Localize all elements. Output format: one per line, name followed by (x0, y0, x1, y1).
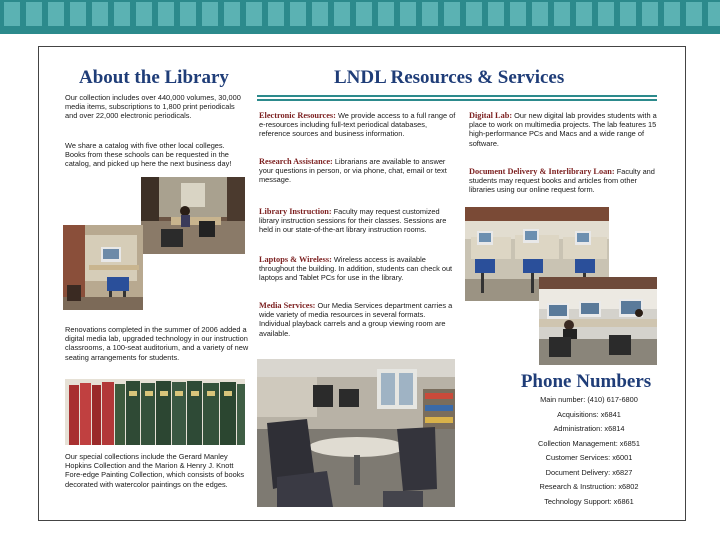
research-assistance-body: Librarians are available to answer your questions in person, or via phone, chat, email or text message. (259, 157, 447, 185)
header-rule-top (257, 95, 657, 97)
document-delivery-text (469, 167, 659, 195)
lounge-area-photo (257, 359, 455, 507)
digital-lab-heading: Digital Lab: (469, 111, 513, 120)
document-delivery-body: Faculty and students may request books and articles from other libraries using our online request form. (469, 167, 655, 195)
document-delivery-heading: Document Delivery & Interlibrary Loan: (469, 167, 615, 176)
band-square (620, 2, 636, 26)
library-instruction-text (259, 207, 457, 235)
band-square (466, 2, 482, 26)
band-square (400, 2, 416, 26)
phone-numbers-title: Phone Numbers (520, 371, 652, 392)
shared-catalog-text: We share a catalog with five other local colleges. Books from these schools can be requested in the catalog, and picked up here the next business day! (65, 141, 232, 169)
phone-line-document-delivery: Document Delivery: x6827 (545, 467, 633, 477)
resources-services-title: LNDL Resources & Services (334, 67, 565, 88)
library-instruction-body: Faculty may request customized library instruction sessions for their classes. Sessions are held in our state-of-the-art library instruction rooms. (259, 207, 447, 235)
band-square (70, 2, 86, 26)
electronic-resources-text (259, 111, 457, 139)
band-square (510, 2, 526, 26)
phone-line-acquisitions: Acquisitions: x6841 (557, 409, 621, 419)
band-square (136, 2, 152, 26)
special-collections-text: Our special collections include the Gerard Manley Hopkins Collection and the Marion & Henry J. Knott Fore-edge Painting Collection, which consists of books decorated with watercolor paintings on the edges. (65, 452, 245, 489)
electronic-resources-heading: Electronic Resources: (259, 111, 336, 120)
band-square (642, 2, 658, 26)
band-square (48, 2, 64, 26)
band-square (246, 2, 262, 26)
laptops-wireless-body: Wireless access is available throughout the building. In addition, students can check out laptops and Tablet PCs for use in the library. (259, 255, 453, 283)
phone-line-collection-management: Collection Management: x6851 (538, 438, 640, 448)
laptops-wireless-heading: Laptops & Wireless: (259, 255, 332, 264)
band-square (444, 2, 460, 26)
band-square (708, 2, 720, 26)
digital-lab-text (469, 111, 659, 148)
band-square (268, 2, 284, 26)
band-square (686, 2, 702, 26)
band-square (532, 2, 548, 26)
band-square (598, 2, 614, 26)
laptops-wireless-text (259, 255, 457, 283)
research-assistance-heading: Research Assistance: (259, 157, 333, 166)
research-assistance-text (259, 157, 457, 185)
phone-line-research-instruction: Research & Instruction: x6802 (539, 482, 639, 491)
band-square (334, 2, 350, 26)
band-square (378, 2, 394, 26)
band-square (202, 2, 218, 26)
header-rule-bottom (257, 99, 657, 101)
phone-line-technology-support: Technology Support: x6861 (544, 496, 634, 506)
band-square (4, 2, 20, 26)
phone-line-main: Main number: (410) 617-6800 (540, 395, 638, 404)
media-services-text (259, 301, 457, 338)
study-carrel-photo (63, 225, 143, 310)
library-instruction-heading: Library Instruction: (259, 207, 332, 216)
renovations-text: Renovations completed in the summer of 2006 added a digital media lab, upgraded technology in our instruction classrooms, a 100-seat auditorium, and a variety of new seating arrangements for students. (65, 325, 249, 362)
phone-numbers-list (494, 395, 684, 511)
media-services-body: Our Media Services department carries a wide variety of media resources in several formats. Individual playback carrels and a group viewing room are available. (259, 301, 453, 338)
band-square (488, 2, 504, 26)
band-square (224, 2, 240, 26)
phone-line-customer-services: Customer Services: x6001 (545, 453, 633, 462)
band-square (92, 2, 108, 26)
band-square (158, 2, 174, 26)
special-collections-books-photo (65, 379, 245, 445)
band-square (576, 2, 592, 26)
band-square (290, 2, 306, 26)
band-square (422, 2, 438, 26)
band-square (26, 2, 42, 26)
library-brochure (38, 46, 686, 521)
top-decorative-band (0, 0, 720, 34)
band-square (554, 2, 570, 26)
about-library-title: About the Library (79, 67, 229, 88)
collection-intro-text: Our collection includes over 440,000 volumes, 30,000 media items, subscriptions to 1,800 print periodicals and over 22,000 electronic periodicals. (65, 93, 241, 121)
study-area-photo (141, 177, 245, 254)
media-services-heading: Media Services: (259, 301, 316, 310)
band-square (312, 2, 328, 26)
band-square (664, 2, 680, 26)
band-square (356, 2, 372, 26)
phone-line-administration: Administration: x6814 (553, 424, 625, 433)
digital-lab-body: Our new digital lab provides students with a place to work on multimedia projects. The lab features 15 high-performance PCs and Macs and a wide range of software. (469, 111, 657, 148)
digital-lab-photo-2 (539, 277, 657, 365)
electronic-resources-body: We provide access to a full range of e-resources including full-text periodical databases, reference sources and business information. (259, 111, 456, 139)
band-square (180, 2, 196, 26)
band-square (114, 2, 130, 26)
